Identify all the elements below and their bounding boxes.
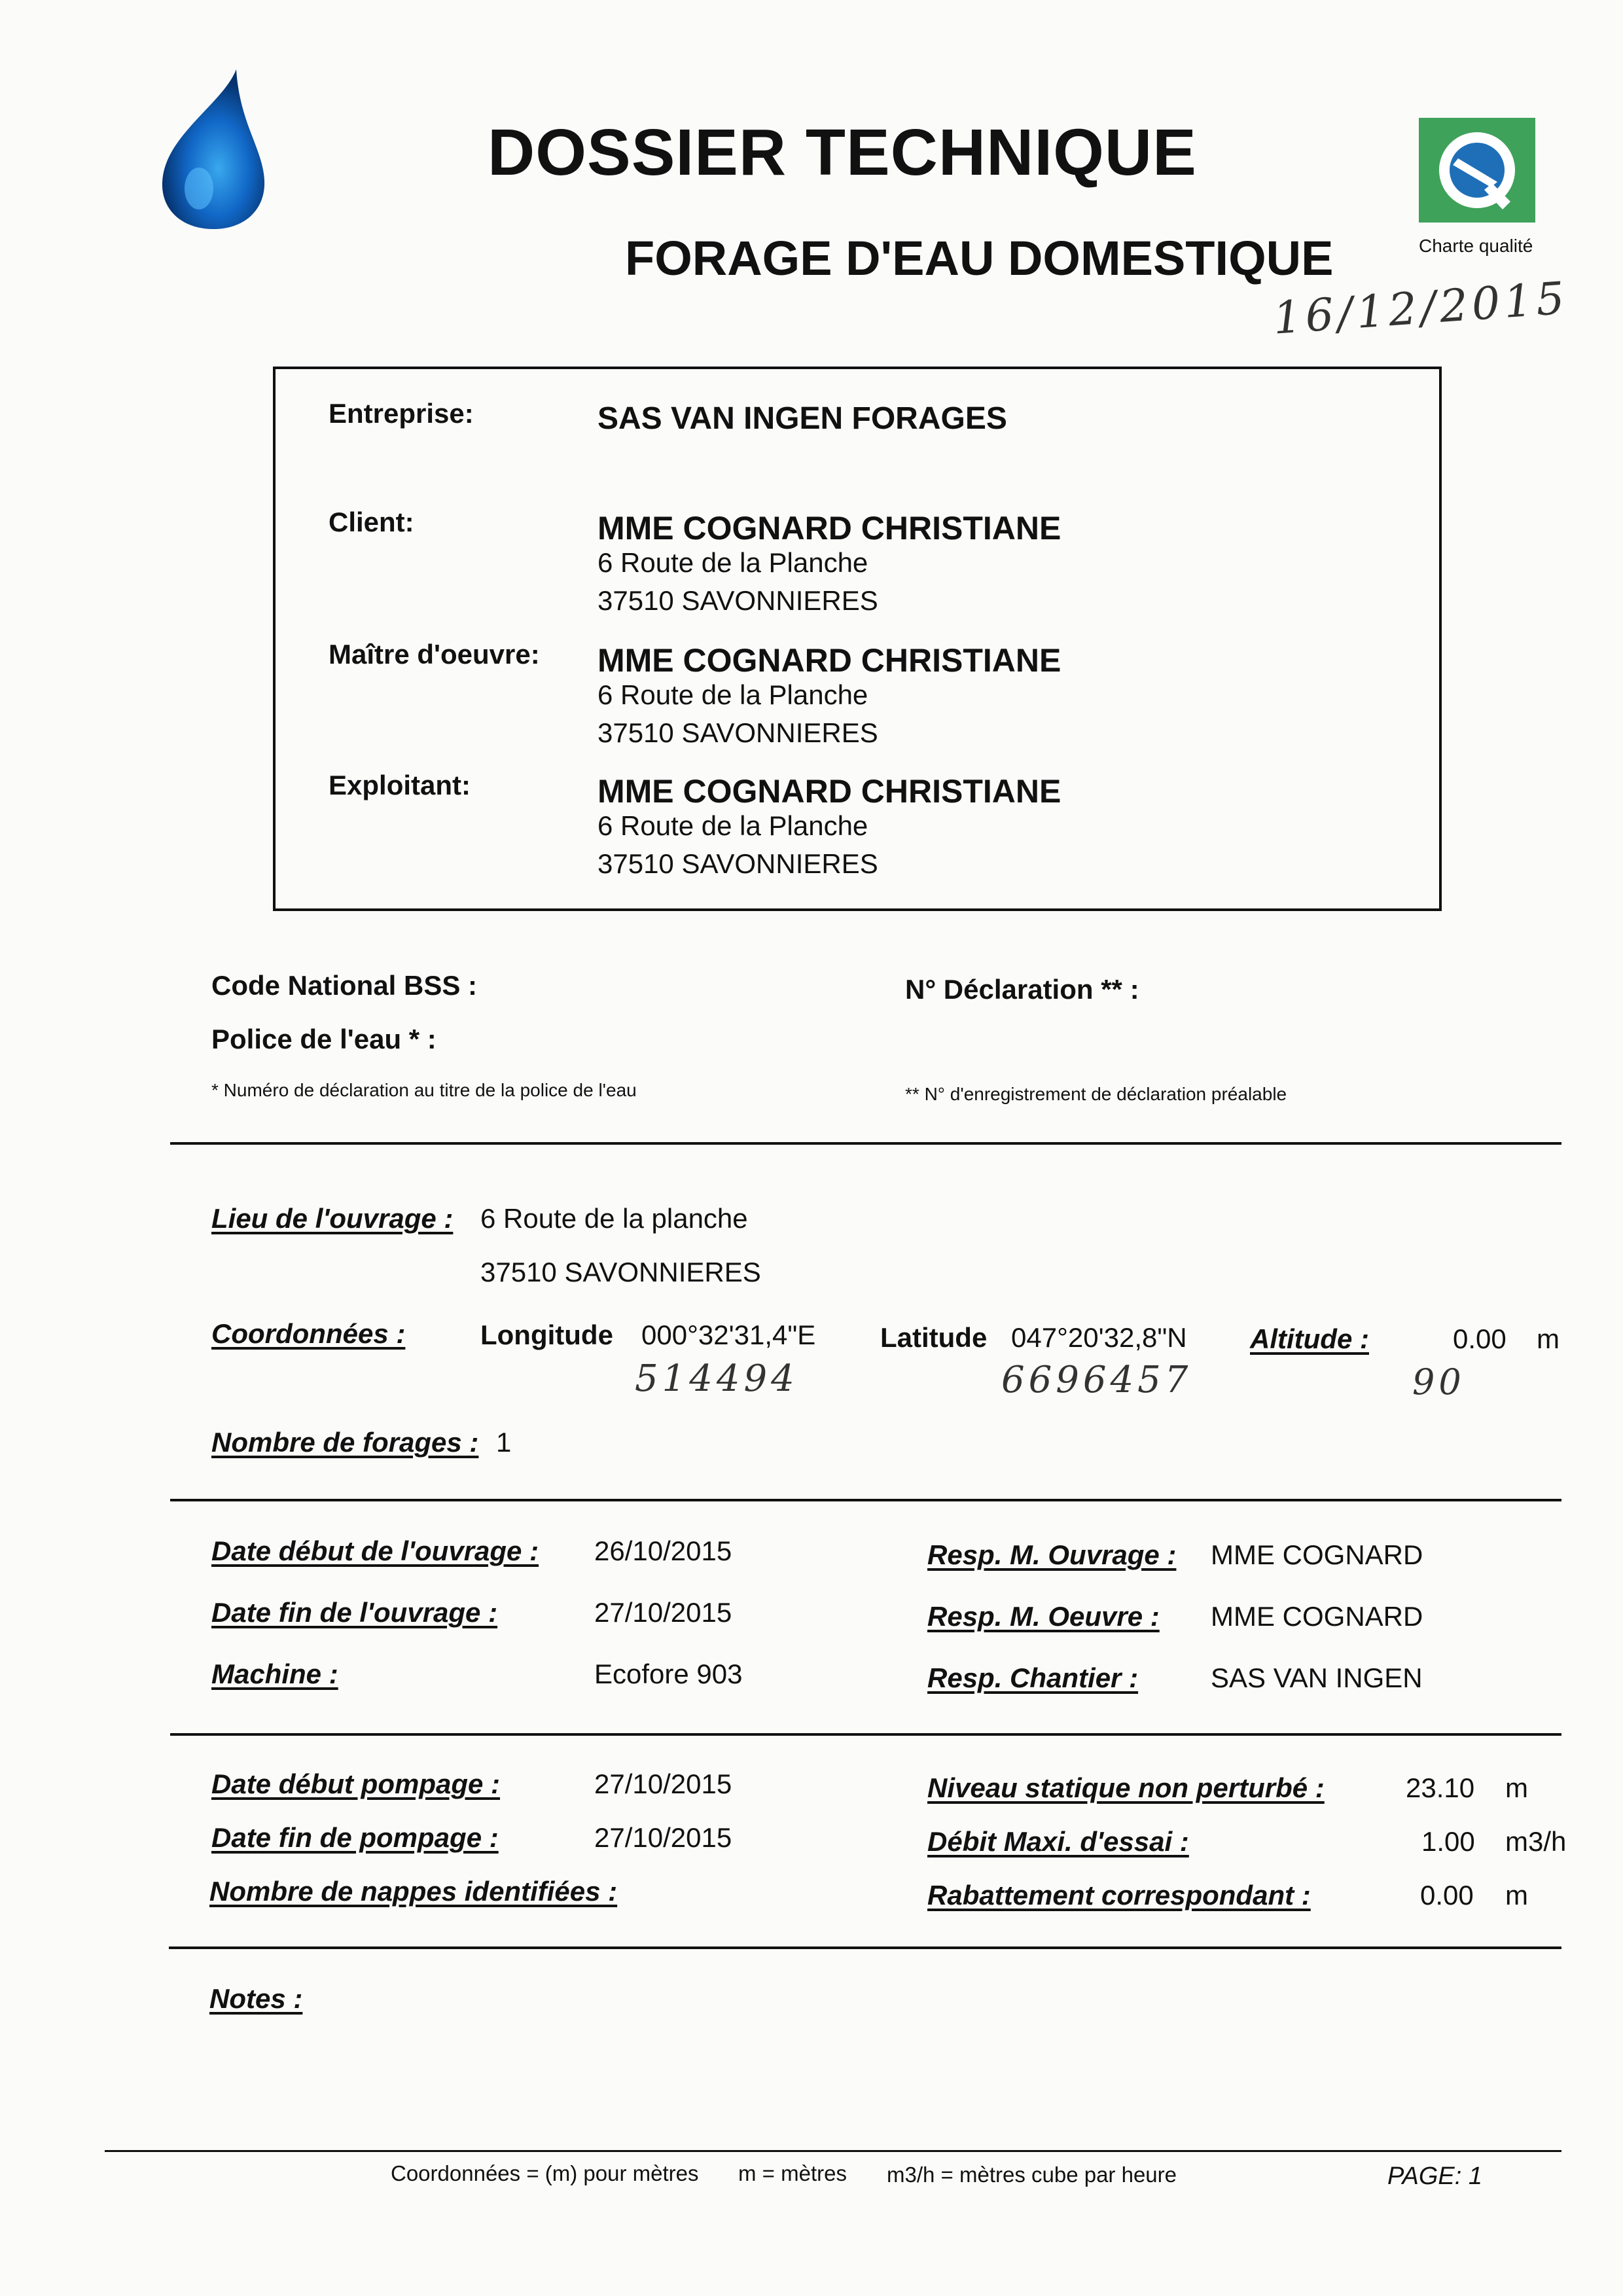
- date-fin-ouvrage-label: Date fin de l'ouvrage :: [211, 1597, 498, 1628]
- lieu-city: 37510 SAVONNIERES: [480, 1257, 761, 1287]
- longitude-handwritten: 514494: [635, 1357, 798, 1400]
- debit-maxi-label: Débit Maxi. d'essai :: [927, 1826, 1189, 1857]
- handwritten-date: 16/12/2015: [1271, 272, 1571, 345]
- divider-4: [169, 1946, 1561, 1949]
- date-fin-ouvrage-value: 27/10/2015: [594, 1597, 732, 1628]
- debit-maxi-unit: m3/h: [1505, 1826, 1567, 1857]
- rabattement-label: Rabattement correspondant :: [927, 1880, 1311, 1910]
- divider-3: [170, 1733, 1561, 1736]
- notes-label: Notes :: [209, 1983, 303, 2014]
- resp-chantier-value: SAS VAN INGEN: [1211, 1662, 1423, 1693]
- document-subtitle: FORAGE D'EAU DOMESTIQUE: [625, 231, 1334, 285]
- divider-1: [170, 1142, 1561, 1145]
- altitude-label: Altitude :: [1250, 1323, 1369, 1354]
- moe-street: 6 Route de la Planche: [597, 679, 868, 710]
- machine-label: Machine :: [211, 1659, 338, 1689]
- longitude-label: Longitude: [480, 1319, 613, 1350]
- police-eau-label: Police de l'eau * :: [211, 1024, 437, 1054]
- client-name: MME COGNARD CHRISTIANE: [597, 510, 1061, 547]
- coordinates-label: Coordonnées :: [211, 1318, 406, 1349]
- quality-charter-label: Charte qualité: [1419, 236, 1533, 256]
- debit-maxi-value: 1.00: [1421, 1826, 1475, 1857]
- moe-name: MME COGNARD CHRISTIANE: [597, 642, 1061, 679]
- latitude-handwritten: 6696457: [1001, 1359, 1192, 1401]
- exploitant-name: MME COGNARD CHRISTIANE: [597, 773, 1061, 810]
- footer-legend-meters: m = mètres: [738, 2161, 847, 2185]
- resp-oeuvre-label: Resp. M. Oeuvre :: [927, 1601, 1160, 1632]
- resp-ouvrage-value: MME COGNARD: [1211, 1539, 1423, 1570]
- niveau-statique-unit: m: [1505, 1772, 1528, 1803]
- police-eau-note: * Numéro de déclaration au titre de la police de l'eau: [211, 1080, 637, 1100]
- altitude-unit: m: [1537, 1323, 1560, 1354]
- niveau-statique-value: 23.10: [1406, 1772, 1475, 1803]
- machine-value: Ecofore 903: [594, 1659, 743, 1689]
- resp-oeuvre-value: MME COGNARD: [1211, 1601, 1423, 1632]
- moe-label: Maître d'oeuvre:: [329, 639, 540, 670]
- nb-forages-value: 1: [496, 1427, 512, 1458]
- quality-charter-logo: [1419, 118, 1535, 223]
- exploitant-street: 6 Route de la Planche: [597, 810, 868, 841]
- moe-city: 37510 SAVONNIERES: [597, 717, 878, 748]
- divider-2: [170, 1499, 1561, 1501]
- client-street: 6 Route de la Planche: [597, 547, 868, 578]
- rabattement-unit: m: [1505, 1880, 1528, 1910]
- water-drop-logo: [154, 64, 272, 238]
- client-city: 37510 SAVONNIERES: [597, 585, 878, 616]
- date-debut-pompage-label: Date début pompage :: [211, 1768, 501, 1799]
- rabattement-value: 0.00: [1420, 1880, 1474, 1910]
- document-title: DOSSIER TECHNIQUE: [488, 116, 1197, 189]
- nb-forages-label: Nombre de forages :: [211, 1427, 479, 1458]
- date-debut-pompage-value: 27/10/2015: [594, 1768, 732, 1799]
- altitude-value: 0.00: [1453, 1323, 1507, 1354]
- client-label: Client:: [329, 507, 414, 537]
- resp-ouvrage-label: Resp. M. Ouvrage :: [927, 1539, 1177, 1570]
- footer-legend-m3h: m3/h = mètres cube par heure: [887, 2162, 1177, 2187]
- entreprise-label: Entreprise:: [329, 398, 474, 429]
- latitude-value: 047°20'32,8"N: [1011, 1322, 1187, 1353]
- altitude-handwritten: 90: [1412, 1361, 1465, 1403]
- entreprise-value: SAS VAN INGEN FORAGES: [597, 401, 1007, 436]
- niveau-statique-label: Niveau statique non perturbé :: [927, 1772, 1325, 1803]
- exploitant-city: 37510 SAVONNIERES: [597, 848, 878, 879]
- exploitant-label: Exploitant:: [329, 770, 471, 800]
- declaration-number-label: N° Déclaration ** :: [905, 974, 1139, 1005]
- footer-legend-coordinates: Coordonnées = (m) pour mètres: [391, 2161, 699, 2185]
- footer-divider: [105, 2150, 1561, 2152]
- declaration-note: ** N° d'enregistrement de déclaration préalable: [905, 1084, 1287, 1104]
- page-number: PAGE: 1: [1387, 2162, 1483, 2190]
- latitude-label: Latitude: [880, 1322, 988, 1353]
- lieu-street: 6 Route de la planche: [480, 1203, 748, 1234]
- date-debut-ouvrage-label: Date début de l'ouvrage :: [211, 1535, 539, 1566]
- bss-code-label: Code National BSS :: [211, 970, 478, 1001]
- lieu-label: Lieu de l'ouvrage :: [211, 1203, 454, 1234]
- longitude-value: 000°32'31,4"E: [641, 1319, 816, 1350]
- resp-chantier-label: Resp. Chantier :: [927, 1662, 1139, 1693]
- date-debut-ouvrage-value: 26/10/2015: [594, 1535, 732, 1566]
- date-fin-pompage-label: Date fin de pompage :: [211, 1822, 499, 1853]
- date-fin-pompage-value: 27/10/2015: [594, 1822, 732, 1853]
- nappes-label: Nombre de nappes identifiées :: [209, 1876, 618, 1907]
